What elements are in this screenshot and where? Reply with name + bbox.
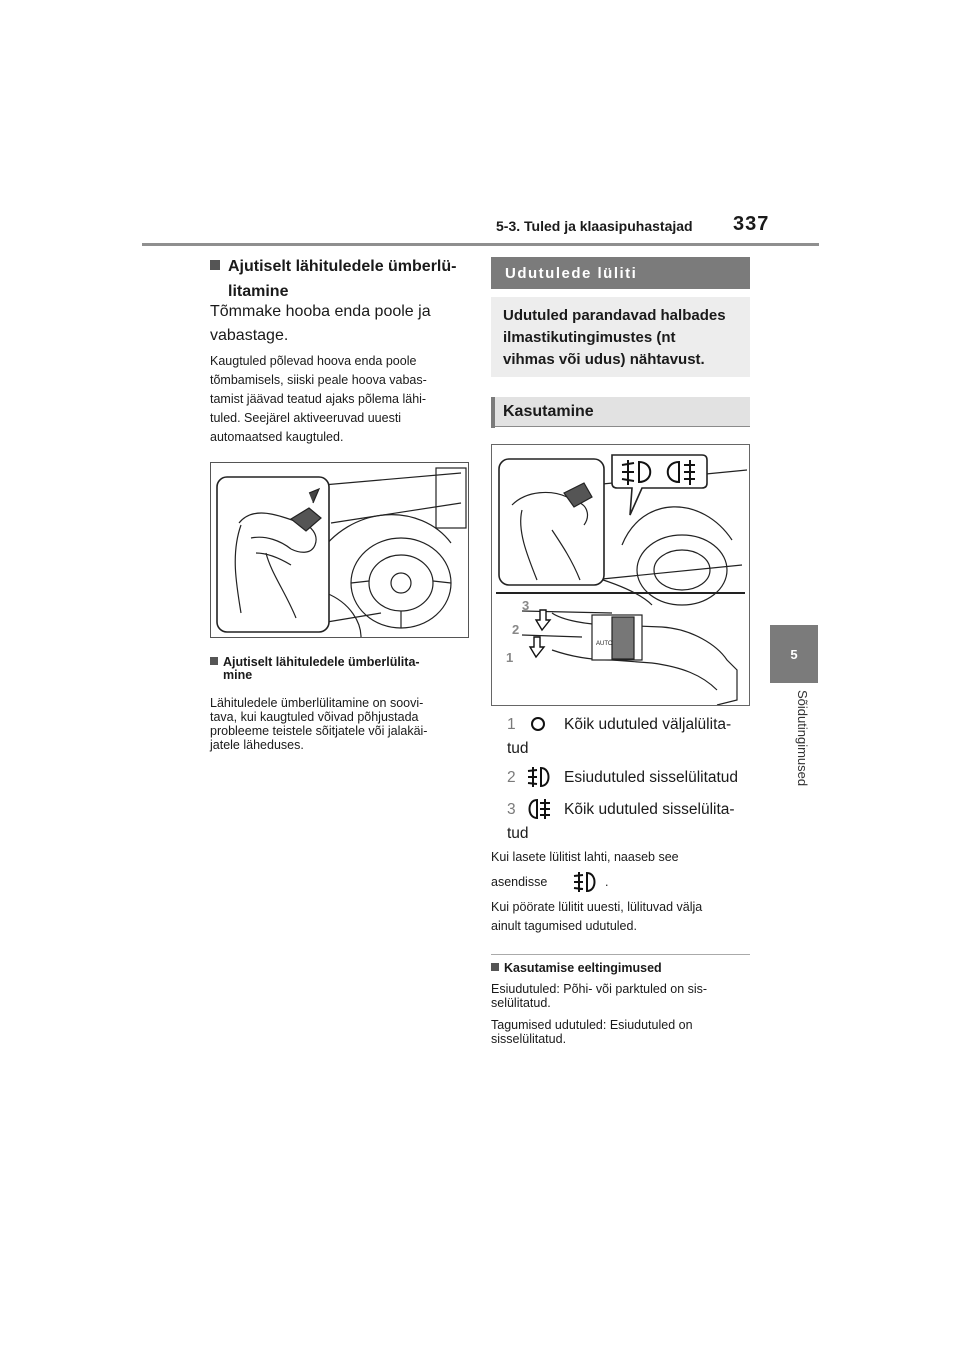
- left-body: Tõmmake hooba enda poole ja vabastage.: [210, 303, 431, 344]
- item-number: 2: [507, 769, 516, 786]
- square-bullet-icon: [210, 657, 218, 665]
- left-explanation: Kaugtuled põlevad hoova enda poole tõmbamisels, siiski peale hoova vabas- tamist jäävad teatud ajaks põlema lähi- tuled. Seejärel aktiveeruvad uuesti automaatsed kaugtuled.: [210, 354, 427, 444]
- preconditions-rear: Tagumised udutuled: Esiudutuled on sisselülitatud.: [491, 1018, 693, 1046]
- list-item: 2 Esiudutuled sisselülitatud: [507, 767, 752, 789]
- figure-label-2: 2: [512, 622, 520, 637]
- subsection-heading: Kasutamine: [491, 397, 750, 427]
- front-fog-icon: [525, 765, 553, 789]
- release-note: Kui lasete lülitist lahti, naaseb see asendisse .: [491, 848, 750, 895]
- fog-switch-drawing: [492, 445, 749, 705]
- rear-fog-icon: [525, 797, 553, 821]
- section-title: 5-3. Tuled ja klaasipuhastajad: [496, 218, 693, 234]
- square-bullet-icon: [491, 963, 499, 971]
- subsection-accent: [491, 397, 495, 428]
- preconditions-front: Esiudutuled: Põhi- või parktuled on sis- selülitatud.: [491, 982, 708, 1010]
- lever-pull-illustration: [210, 462, 469, 638]
- fog-off-icon: [529, 715, 547, 733]
- section-divider: [491, 954, 750, 955]
- lever-pull-drawing: [211, 463, 468, 637]
- preconditions-heading: Kasutamise eeltingimused: [491, 961, 750, 975]
- square-bullet-icon: [210, 260, 220, 270]
- section-band: Udutulede lüliti: [491, 257, 750, 289]
- list-item: 1 Kõik udutuled väljalülita- tud: [507, 716, 732, 757]
- left-heading: Ajutiselt lähituledele ümberlü- litamine: [210, 254, 472, 304]
- left-note-heading: Ajutiselt lähituledele ümberlülita- mine: [210, 656, 472, 682]
- chapter-label: Sõidutingimused: [795, 690, 810, 787]
- front-fog-icon: [571, 870, 599, 894]
- figure-label-3: 3: [522, 598, 530, 613]
- list-item: 3 Kõik udutuled sisselülita- tud: [507, 799, 752, 845]
- item-number: 1: [507, 716, 516, 733]
- left-note-body: Lähituledele ümberlülitamine on soovi- tava, kui kaugtuled võivad põhjustada probleeme teistele sõitjatele või jalakäi- jatele läheduses.: [210, 696, 428, 752]
- chapter-tab[interactable]: 5: [770, 625, 818, 683]
- figure-label-1: 1: [506, 650, 514, 665]
- again-note: Kui pöörate lülitit uuesti, lülituvad välja ainult tagumised udutuled.: [491, 900, 703, 933]
- header-rule: [142, 243, 819, 246]
- fog-switch-illustration: [491, 444, 750, 706]
- page-number: 337: [733, 213, 770, 235]
- auto-label: AUTO: [596, 641, 613, 647]
- lead-box: Udutuled parandavad halbades ilmastikutingimustes (nt vihmas või udus) nähtavust.: [491, 297, 750, 377]
- item-number: 3: [507, 801, 516, 818]
